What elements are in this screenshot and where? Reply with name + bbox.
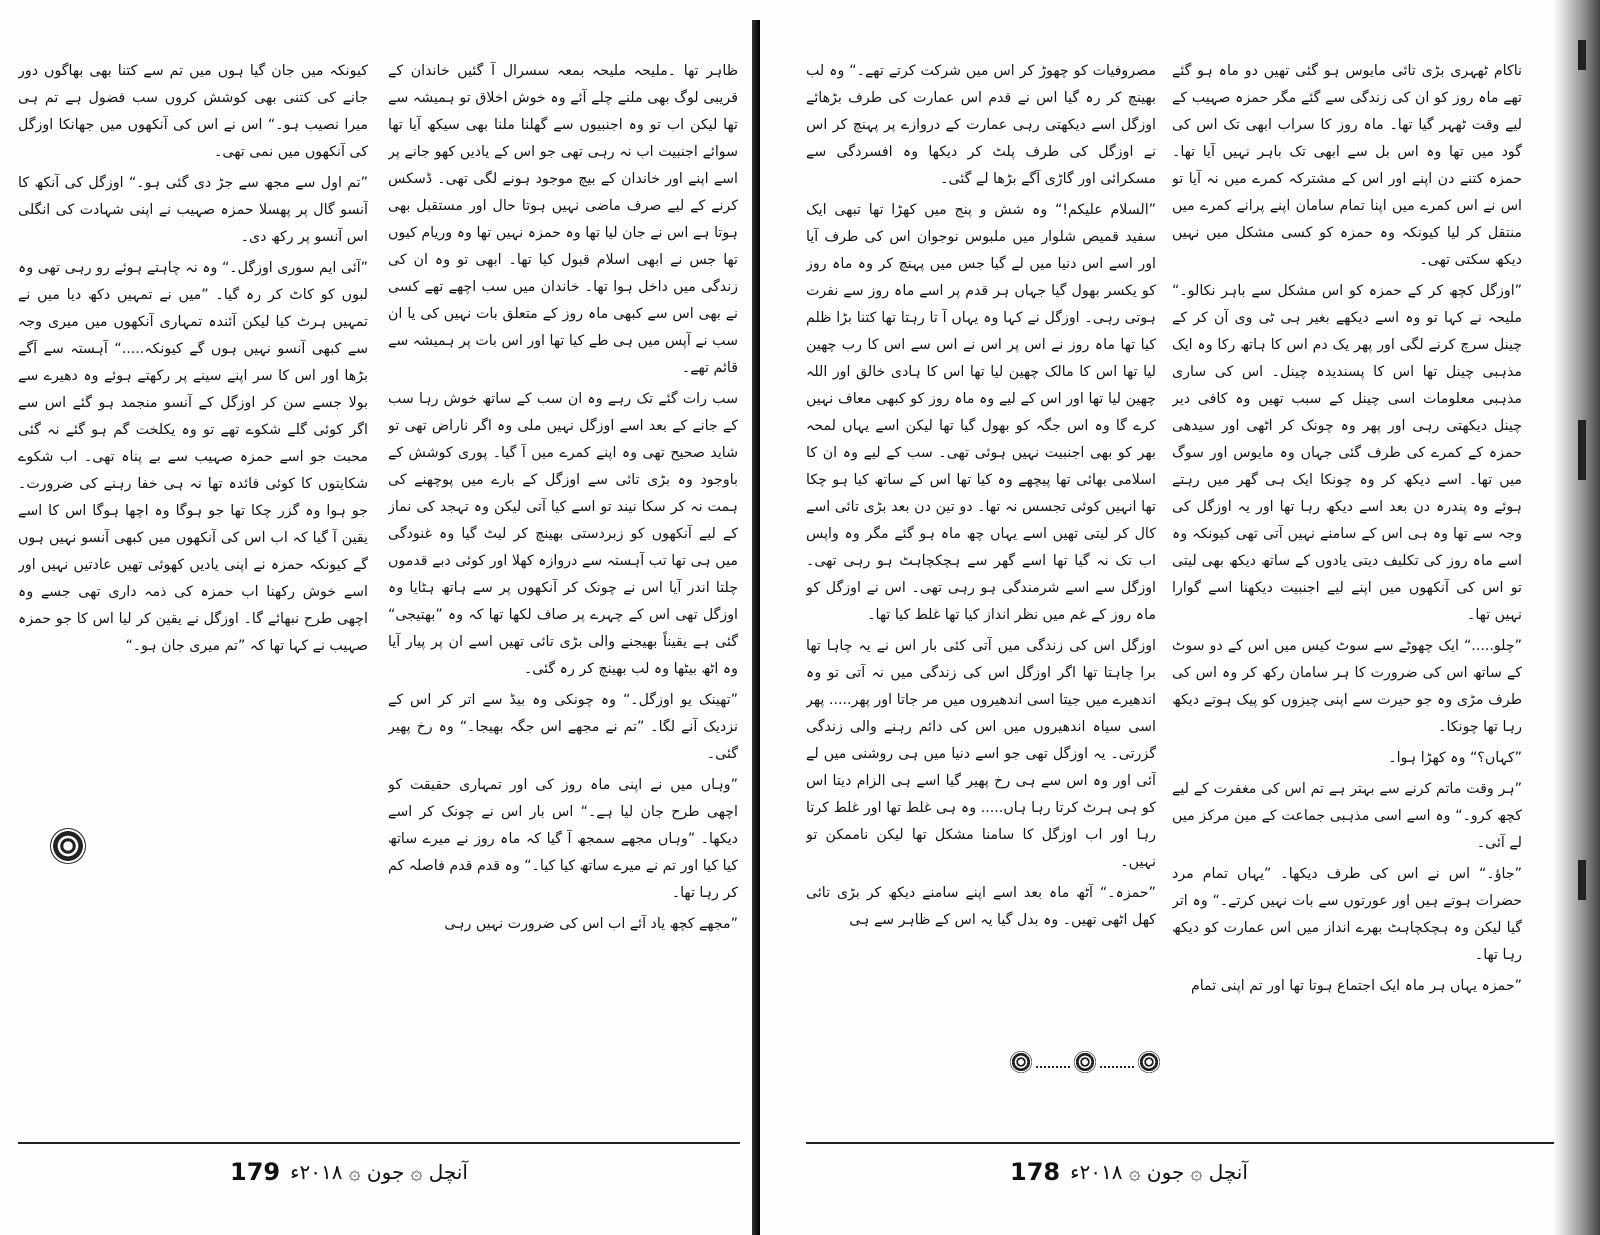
paragraph: ”کہاں؟“ وہ کھڑا ہوا۔ [1388, 750, 1522, 766]
magazine-title: آنچل ۞ جون ۞ ۲۰۱۸ء [290, 1160, 468, 1184]
rosette-icon [1138, 1051, 1160, 1073]
paragraph: ”حمزہ۔“ آٹھ ماہ بعد اسے اپنے سامنے دیکھ کر بڑی تائی کھل اٹھی تھیں۔ وہ بدل گیا یہ اس کے ظاہر سے ہی [806, 885, 1156, 928]
paragraph: مصروفیات کو چھوڑ کر اس میں شرکت کرتے تھے۔“ وہ لب بھینچ کر رہ گیا اس نے قدم اس عمارت کی طرف بڑھائے اوزگل اسے دیکھتی رہی عمارت کے دروازے پر پہنچ کر اس نے اوزگل کی طرف پلٹ کر دیکھا وہ افسردگی سے مسکرائی اور گاڑی آگے بڑھا لے گئی۔ [806, 63, 1156, 187]
end-rosette-icon [50, 828, 86, 864]
footer-rule [18, 1142, 740, 1144]
right-page-right-column [1172, 58, 1522, 1098]
page-number: 179 [230, 1158, 281, 1186]
paragraph: ”تھینک یو اوزگل۔“ وہ چونکی وہ بیڈ سے اتر کر اس کے نزدیک آنے لگا۔ ”تم نے مجھے اس جگہ بھیجا۔“ وہ رخ پھیر گئی۔ [388, 692, 738, 762]
paragraph: کیونکہ میں جان گیا ہوں میں تم سے کتنا بھی بھاگوں دور جانے کی کتنی بھی کوشش کروں سب فضول ہے تم ہی میرا نصیب ہو۔“ اس نے اس کی آنکھوں میں جھانکا اوزگل کی آنکھوں میں نمی تھی۔ [18, 63, 368, 160]
paragraph: ”تم اول سے مجھ سے جڑ دی گئی ہو۔“ اوزگل کی آنکھ کا آنسو گال پر پھسلا حمزہ صہیب نے اپنی شہادت کی انگلی اس آنسو پر رکھ دی۔ [18, 175, 368, 245]
paragraph: سب رات گئے تک رہے وہ ان سب کے ساتھ خوش رہا سب کے جانے کے بعد اسے اوزگل نہیں ملی وہ اگر ناراض تھی تو شاید صحیح تھی وہ اپنے کمرے میں آ گیا۔ پوری کوشش کے باوجود وہ بڑی تائی سے اوزگل کے بارے میں پوچھنے کی ہمت نہ کر سکا نیند تو اسے کیا آتی لیکن وہ تہجد کی نماز کے لیے آنکھوں کو زبردستی بھینچ کر لیٹ گیا وہ غنودگی میں ہی تھا تب آہستہ سے دروازہ کھلا اور کوئی دبے قدموں چلتا اندر آیا اس نے چونک کر آنکھوں پر سے ہاتھ ہٹایا وہ اوزگل تھی اس کے چہرے پر صاف لکھا تھا کہ وہ ”بھتیجی“ گئی ہے یقیناً بھیجنے والی بڑی تائی تھیں اسے ان پر پیار آیا وہ اٹھ بیٹھا وہ لب بھینچ کر رہ گئی۔ [388, 391, 738, 677]
paragraph: ”اوزگل کچھ کر کے حمزہ کو اس مشکل سے باہر نکالو۔“ ملیحہ نے کہا تو وہ اسے دیکھے بغیر ہی ٹی وی آن کر کے چینل سرچ کرنے لگی اور پھر یک دم اس کا ہاتھ رکا وہ ایک مذہبی چینل تھا اس کا پسندیدہ چینل۔ اس کی ساری مذہبی معلومات اسی چینل کے سبب تھیں وہ کافی دیر چینل دیکھتی رہی اور پھر وہ چونک کر اٹھی اور سیدھی حمزہ کے کمرے کی طرف گئی جہاں وہ مایوس اور سوگ میں تھا۔ اسے دیکھ کر وہ چونکا ایک ہی گھر میں رہتے ہوئے وہ پندرہ دن بعد اسے دیکھ رہا تھا اور یہ اوزگل کی وجہ سے تھا وہ ہی اس کے سامنے نہیں آتی تھی کیونکہ وہ اسے ماہ روز کی تکلیف دیتی یادوں کے ساتھ دیکھ بھی لیتی تو اس کی آنکھوں میں اپنے لیے اجنبیت دیکھنا اسے گوارا نہیں تھا۔ [1172, 283, 1522, 623]
magazine-title: آنچل ۞ جون ۞ ۲۰۱۸ء [1070, 1160, 1248, 1184]
footer-rule [806, 1142, 1558, 1144]
paragraph: ”حمزہ یہاں ہر ماہ ایک اجتماع ہوتا تھا اور تم اپنی تمام [1190, 978, 1522, 994]
paragraph: ”السلام علیکم!“ وہ شش و پنج میں کھڑا تھا تبھی ایک سفید قمیص شلوار میں ملبوس نوجوان اس کی طرف آیا اور اسے اس دنیا میں لے گیا جس میں پہنچ کر وہ ماہ روز کو یکسر بھول گیا جہاں ہر قدم پر اسے ماہ روز سے نفرت ہوتی رہی۔ اوزگل نے کہا وہ یہاں آ تا رہتا تھا کتنا بڑا ظلم کیا تھا ماہ روز نے اس پر اس نے اس سے اس کا رب چھین لیا تھا اس کا مالک چھین لیا تھا اس کا ہادی خالق اور اللہ چھین لیا تھا اور اس کے لیے وہ ماہ روز کو کبھی معاف نہیں کرے گا وہ اس جگہ کو بھول گیا تھا لیکن اسے یہاں لمحہ بھر کو بھی اجنبیت نہیں ہوئی تھی۔ سب کے لیے وہ ان کا اسلامی بھائی تھا پیچھے وہ کیا تھا اس کے ساتھ کیا ہو چکا تھا انہیں کوئی تجسس نہ تھا۔ دو تین دن بعد بڑی تائی اسے کال کر لیتی تھیں اسے یہاں چھ ماہ ہو گئے مگر وہ واپس اب تک نہ گیا تھا اسے گھر سے ہچکچاہٹ ہو رہی تھی۔ اوزگل سے اسے شرمندگی ہو رہی تھی۔ اس نے اوزگل کو ماہ روز کے غم میں نظر انداز کیا تھا غلط کیا تھا۔ [806, 202, 1156, 623]
page-footer [230, 1152, 468, 1192]
paragraph: ”وہاں میں نے اپنی ماہ روز کی اور تمہاری حقیقت کو اچھی طرح جان لیا ہے۔“ اس بار اس نے چونک کر اسے دیکھا۔ ”وہاں مجھے سمجھ آ گیا کہ ماہ روز نے میرے ساتھ کیا کیا اور تم نے میرے ساتھ کیا کیا۔“ وہ قدم قدم فاصلہ کم کر رہا تھا۔ [388, 777, 738, 901]
paragraph: ”چلو.....“ ایک چھوٹے سے سوٹ کیس میں اس کے دو سوٹ کے ساتھ اس کی ضرورت کا ہر سامان رکھ کر وہ اس کی طرف مڑی وہ جو حیرت سے اپنی چیزوں کو پیک ہوتے دیکھ رہا تھا چونکا۔ [1172, 638, 1522, 735]
section-separator [1010, 1050, 1160, 1074]
paragraph: ناکام ٹھہری بڑی تائی مایوس ہو گئی تھیں دو ماہ ہو گئے تھے ماہ روز کو ان کی زندگی سے گئے مگر حمزہ صہیب کے لیے وقت ٹھہر گیا تھا۔ ماہ روز کا سراب ابھی تک اس کی گود میں تھا وہ اس بل سے ابھی تک باہر نہیں آیا تھا۔ حمزہ کتنے دن اپنے اور اس کے مشترکہ کمرے میں نہ آیا تو اس نے اس کمرے میں اپنا تمام سامان اپنے پرانے کمرے میں منتقل کر لیا کیونکہ وہ حمزہ کو کسی مشکل میں نہیں دیکھ سکتی تھی۔ [1172, 63, 1522, 268]
right-page [760, 0, 1600, 1235]
page-edge [1554, 0, 1600, 1235]
left-page [0, 0, 760, 1235]
rosette-icon [1010, 1051, 1032, 1073]
page-number: 178 [1010, 1158, 1061, 1186]
page-footer [1010, 1152, 1248, 1192]
paragraph: ”مجھے کچھ یاد آئے اب اس کی ضرورت نہیں رہی [444, 916, 738, 932]
paragraph: ”آئی ایم سوری اوزگل۔“ وہ نہ چاہتے ہوئے رو رہی تھی وہ لبوں کو کاٹ کر رہ گیا۔ ”میں نے تمہیں دکھ دیا میں نے تمہیں ہرٹ کیا لیکن آئندہ تمہاری آنکھوں میں میری وجہ سے کبھی آنسو نہیں ہوں گے کیونکہ.....“ آہستہ سے آگے بڑھا اور اس کا سر اپنے سینے پر رکھتے ہوئے وہ دھیرے سے بولا جسے سن کر اوزگل کے آنسو منجمد ہو گئے اس سے اگر کوئی گلے شکوے تھے تو وہ یکلخت گم ہو گئے نہ گئی محبت جو اسے حمزہ صہیب سے بے پناہ تھی۔ اب شکوے شکایتوں کا کوئی فائدہ تھا نہ ہی خفا رہنے کی ضرورت۔ جو ہوا وہ گزر چکا تھا جو ہوگا وہ اچھا ہوگا اس کا اسے یقین آ گیا کہ اب اس کی آنکھوں میں کبھی آنسو نہیں ہوں گے کیونکہ حمزہ نے اپنی یادیں کھوئی تھیں عادتیں نہیں اور اسے خوش رکھنا اب حمزہ کی ذمہ داری تھی جسے وہ اچھی طرح نبھائے گا۔ اوزگل نے یقین کر لیا اس کا جو حمزہ صہیب نے کہا تھا کہ ”تم میری جان ہو۔“ [18, 260, 368, 654]
left-page-right-column [388, 58, 738, 1058]
left-page-left-column [18, 58, 368, 818]
paragraph: ”جاؤ۔“ اس نے اس کی طرف دیکھا۔ ”یہاں تمام مرد حضرات ہوتے ہیں اور عورتوں سے بات نہیں کرتے۔“ وہ اتر گیا لیکن وہ ہچکچاہٹ بھرے انداز میں اس عمارت کو دیکھ رہا تھا۔ [1172, 866, 1522, 963]
paragraph: اوزگل اس کی زندگی میں آتی کئی بار اس نے یہ چاہا تھا برا چاہتا تھا اگر اوزگل اس کی زندگی میں نہ آتی تو وہ اندھیرے میں جیتا اسی اندھیروں میں مر جاتا اور پھر..... پھر اسی سیاہ اندھیروں میں اس کی دائم رہنے والی زندگی گزرتی۔ یہ اوزگل تھی جو اسے دنیا میں ہی روشنی میں لے آئی اور وہ اس سے ہی رخ پھیر گیا اسے ہی الزام دیتا اس کو ہی ہرٹ کرتا رہا ہاں..... وہ ہی غلط تھا اور غلط کرتا رہا اور اب اوزگل کا سامنا مشکل تھا لیکن ناممکن تو نہیں۔ [806, 638, 1156, 870]
paragraph: ”ہر وقت ماتم کرنے سے بہتر ہے تم اس کی مغفرت کے لیے کچھ کرو۔“ وہ اسے اسی مذہبی جماعت کے مین مرکز میں لے آئی۔ [1172, 781, 1522, 851]
rosette-icon [1074, 1051, 1096, 1073]
right-page-left-column [806, 58, 1156, 1078]
paragraph: ظاہر تھا ۔ملیحہ ملیحہ بمعہ سسرال آ گئیں خاندان کے قریبی لوگ بھی ملنے چلے آئے وہ خوش اخلاق تو ہمیشہ سے تھا لیکن اب تو وہ اجنبیوں سے گھلنا ملنا بھی سیکھ آیا تھا سوائے اجنبیت اب نہ رہی تھی جو اس کے یادیں کھو جانے پر اسے اپنے اور خاندان کے بیچ موجود ہونے لگی تھی۔ ڈسکس کرنے کے لیے صرف ماضی نہیں ہوتا حال اور مستقبل بھی ہوتا ہے اس نے جان لیا تھا وہ حمزہ نہیں تھا وہ وریام کیوں تھا جس نے ابھی اسلام قبول کیا تھا۔ ابھی تو وہ ان کی زندگی میں داخل ہوا تھا۔ خاندان میں سب اچھے تھے کسی نے بھی اس سے کبھی ماہ روز کے متعلق بات نہیں کی یا ان سب نے آپس میں ہی طے کیا تھا اور اس بات پر ہمیشہ سے قائم تھے۔ [388, 63, 738, 376]
